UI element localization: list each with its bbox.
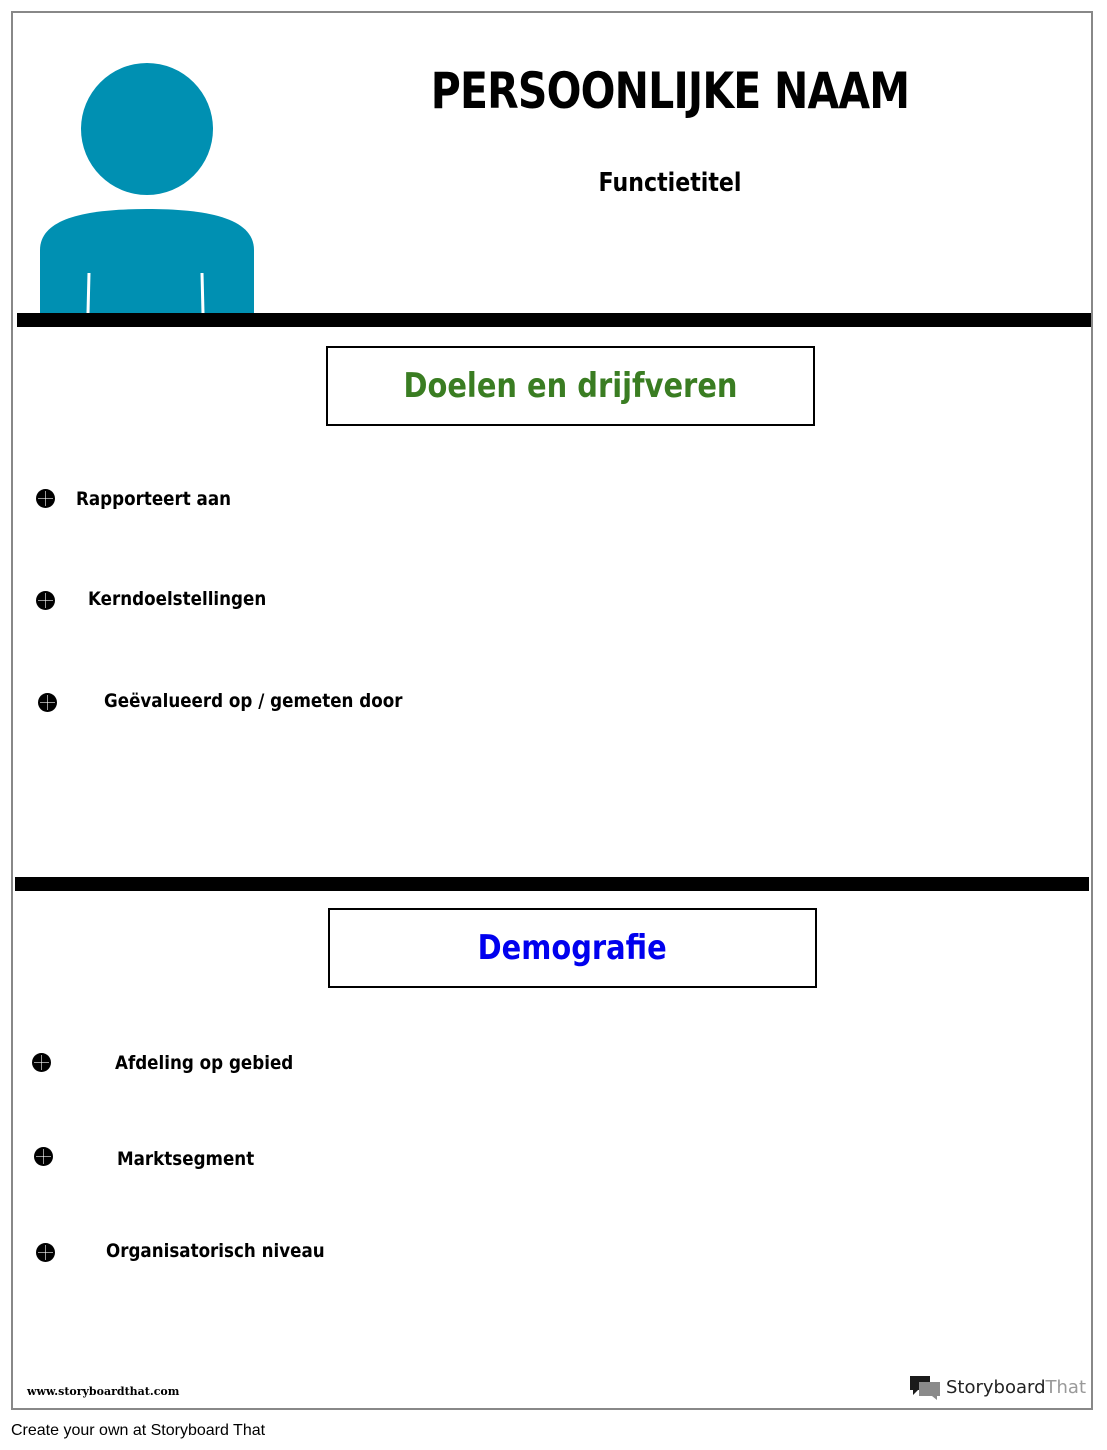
demo-item-department: Afdeling op gebied (115, 1052, 294, 1074)
bullet-icon (36, 489, 55, 508)
website-url: www.storyboardthat.com (27, 1385, 180, 1398)
divider-top (17, 313, 1091, 327)
bullet-icon (38, 693, 57, 712)
divider-middle (15, 877, 1089, 891)
demo-item-market-segment: Marktsegment (117, 1148, 255, 1170)
section-demographics-header (328, 908, 817, 988)
create-your-own-link[interactable]: Create your own at Storyboard That (11, 1422, 266, 1439)
job-title: Functietitel (598, 168, 742, 198)
goals-item-core-objectives: Kerndoelstellingen (88, 588, 267, 610)
demo-item-org-level: Organisatorisch niveau (106, 1240, 325, 1262)
bullet-icon (36, 1243, 55, 1262)
speech-bubbles-icon (908, 1373, 942, 1401)
section-demographics-title: Demografie (477, 928, 668, 968)
goals-item-reports-to: Rapporteert aan (76, 488, 232, 510)
persona-name: PERSOONLIJKE NAAM (430, 62, 910, 120)
logo-text-storyboard: Storyboard (946, 1376, 1046, 1398)
storyboardthat-logo (908, 1372, 1086, 1402)
section-goals-header (326, 346, 815, 426)
person-icon (40, 62, 254, 313)
logo-text-that: That (1045, 1376, 1087, 1398)
goals-item-evaluated-by: Geëvalueerd op / gemeten door (104, 690, 403, 712)
section-goals-title: Doelen en drijfveren (403, 366, 738, 406)
bullet-icon (32, 1053, 51, 1072)
bullet-icon (34, 1147, 53, 1166)
bullet-icon (36, 591, 55, 610)
